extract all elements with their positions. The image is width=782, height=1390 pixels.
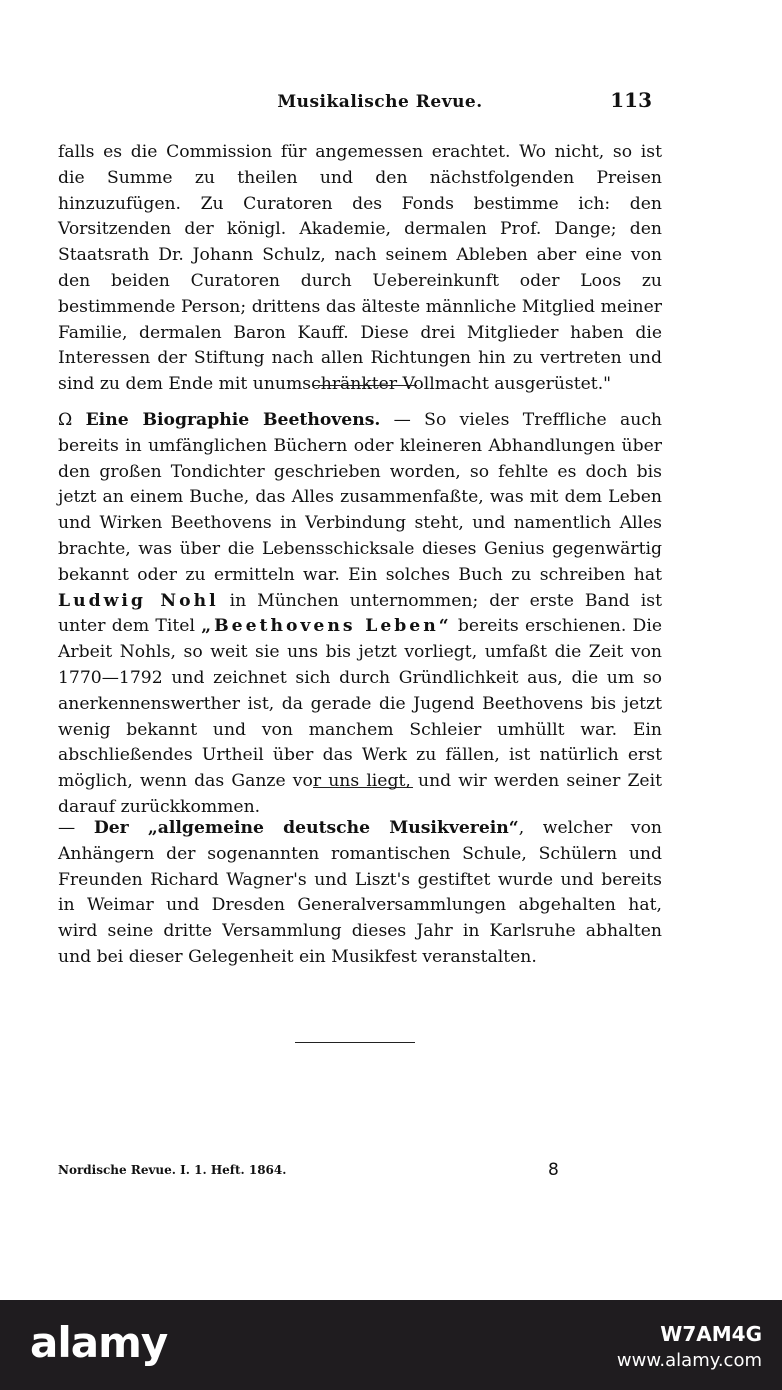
dash: — [58,818,94,838]
section-heading: Eine Biographie Beethovens. [85,410,381,430]
paragraph-text [58,816,662,971]
paragraph-beethoven-biography [58,408,662,821]
running-title: Musikalische Revue. [277,92,483,112]
text-run: , welcher von Anhängern der sogenannten romantischen Schule, Schülern und Freunden Richard Wagner's und Liszt's gestiftet wurde und bereits in Weimar und Dresden Generalversammlungen abgehalten hat, wird seine dritte Versammlung dieses Jahr in Karlsruhe abhalten und bei dieser Gelegenheit ein Musikfest veranstalten. [58,818,662,967]
signature-mark: 8 [548,1160,559,1180]
section-heading: Der „allgemeine deutsche Musikverein“ [93,818,519,838]
paragraph-musikverein [58,816,662,971]
section-divider [313,385,417,386]
paragraph-text [58,408,662,821]
text-run: — So vieles Treffliche auch bereits in umfänglichen Büchern oder kleineren Abhandlungen über den großen Tondichter geschrieben worden, so fehlte es doch bis jetzt an einem Buche, das Alles zusammenfaßte, was mit dem Leben und Wirken Beethovens in Verbindung steht, und namentlich Alles brachte, was über die Lebensschicksale dieses Genius gegenwärtig bekannt oder zu ermitteln war. Ein solches Buch zu schreiben hat [58,410,662,585]
stock-logo: alamy [30,1318,168,1367]
footer-source: Nordische Revue. I. 1. Heft. 1864. [58,1163,287,1177]
section-divider [295,1042,415,1043]
text-run: in München unternommen; der erste Band ist unter dem Titel [58,590,662,637]
author-name: Ludwig Nohl [58,590,219,611]
image-code: W7AM4G [660,1322,762,1346]
paragraph-foundation-text [58,140,662,398]
stock-watermark-bar [0,1300,782,1390]
section-mark: Ω [58,410,73,430]
section-divider [313,787,413,788]
book-title: „Beethovens Leben“ [201,616,452,637]
paragraph-text: falls es die Commission für angemessen erachtet. Wo nicht, so ist die Summe zu theilen und den nächstfolgenden Preisen hinzuzufügen. Zu Curatoren des Fonds bestimme ich: den Vorsitzenden der königl. Akademie, dermalen Prof. Dange; den Staatsrath Dr. Johann Schulz, nach seinem Ableben aber eine von den beiden Curatoren durch Uebereinkunft oder Loos zu bestimmende Person; drittens das älteste männliche Mitglied meiner Familie, dermalen Baron Kauff. Diese drei Mitglieder haben die Interessen der Stiftung nach allen Richtungen hin zu vertreten und sind zu dem Ende mit unumschränkter Vollmacht ausgerüstet." [58,142,662,395]
page-number: 113 [610,88,652,112]
stock-url: www.alamy.com [616,1350,762,1371]
stock-image-id [617,1322,762,1371]
text-run: bereits erschienen. Die Arbeit Nohls, so weit sie uns bis jetzt vorliegt, umfaßt die Zeit von 1770—1792 und zeichnet sich durch Gründlichkeit aus, die um so anerkennenswerther ist, da gerade die Jugend Beethovens bis jetzt wenig bekannt und von manchem Schleier umhüllt war. Ein abschließendes Urtheil über das Werk zu fällen, ist natürlich erst möglich, wenn das Ganze vor uns liegt, und wir werden seiner Zeit darauf zurückkommen. [58,616,662,817]
